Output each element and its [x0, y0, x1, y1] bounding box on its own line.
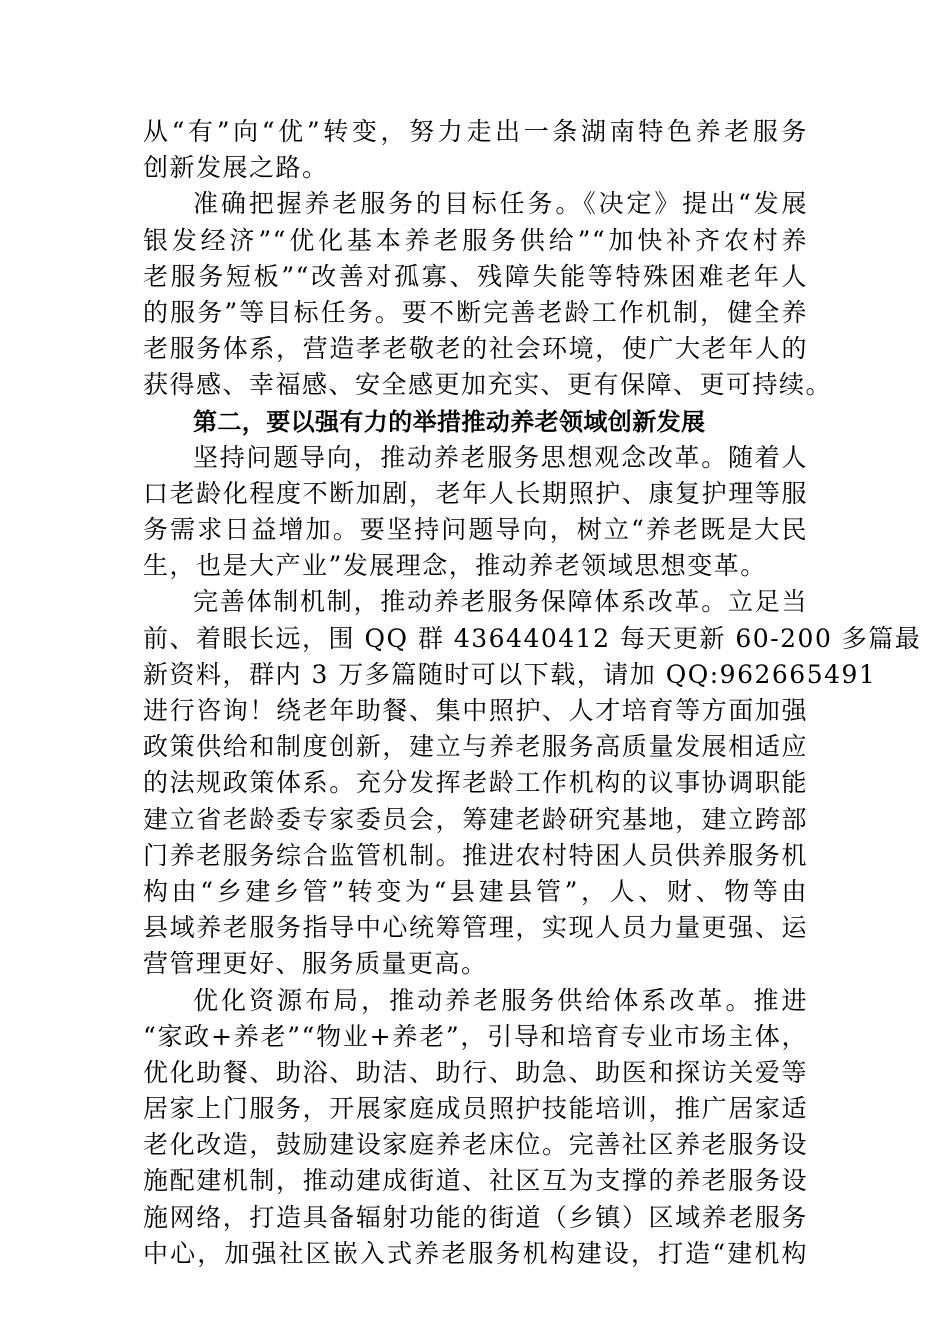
paragraph-line: 的服务”等目标任务。要不断完善老龄工作机制，健全养	[143, 297, 808, 327]
paragraph-line: 完善体制机制，推动养老服务保障体系改革。立足当	[193, 587, 808, 617]
paragraph-line: “家政+养老”“物业+养老”，引导和培育专业市场主体，	[143, 1021, 808, 1051]
paragraph-line: 优化资源布局，推动养老服务供给体系改革。推进	[193, 985, 808, 1015]
paragraph-line: 老化改造，鼓励建设家庭养老床位。完善社区养老服务设	[143, 1130, 808, 1160]
paragraph-line: 前、着眼长远，围 QQ 群 436440412 每天更新 60-200 多篇最	[143, 623, 922, 653]
paragraph-line: 政策供给和制度创新，建立与养老服务高质量发展相适应	[143, 732, 808, 762]
paragraph-line: 口老龄化程度不断加剧，老年人长期照护、康复护理等服	[143, 478, 808, 508]
paragraph-line: 务需求日益增加。要坚持问题导向，树立“养老既是大民	[143, 515, 808, 545]
paragraph-line: 营管理更好、服务质量更高。	[143, 949, 488, 979]
paragraph-line: 获得感、幸福感、安全感更加充实、更有保障、更可持续。	[143, 370, 833, 400]
paragraph-line: 坚持问题导向，推动养老服务思想观念改革。随着人	[193, 442, 808, 472]
paragraph-line: 进行咨询！绕老年助餐、集中照护、人才培育等方面加强	[143, 696, 808, 725]
document-body	[143, 114, 922, 1272]
paragraph-line: 居家上门服务，开展家庭成员照护技能培训，推广居家适	[143, 1094, 808, 1124]
paragraph-line: 施配建机制，推动建成街道、社区互为支撑的养老服务设	[143, 1166, 808, 1196]
paragraph-line: 门养老服务综合监管机制。推进农村特困人员供养服务机	[143, 840, 808, 870]
paragraph-line: 老服务短板”“改善对孤寡、残障失能等特殊困难老年人	[143, 261, 808, 291]
paragraph-line: 生，也是大产业”发展理念，推动养老领域思想变革。	[143, 551, 767, 581]
section-heading: 第二，要以强有力的举措推动养老领域创新发展	[193, 407, 706, 436]
paragraph-line: 银发经济”“优化基本养老服务供给”“加快补齐农村养	[143, 225, 808, 255]
paragraph-line: 建立省老龄委专家委员会，筹建老龄研究基地，建立跨部	[143, 804, 808, 834]
paragraph-line: 构由“乡建乡管”转变为“县建县管”，人、财、物等由	[143, 876, 808, 906]
paragraph-line: 的法规政策体系。充分发挥老龄工作机构的议事协调职能	[143, 768, 808, 798]
paragraph-line: 从“有”向“优”转变，努力走出一条湖南特色养老服务	[143, 117, 808, 146]
paragraph-line: 施网络，打造具备辐射功能的街道（乡镇）区域养老服务	[143, 1202, 808, 1232]
paragraph-line: 新资料，群内 3 万多篇随时可以下载，请加 QQ:962665491	[143, 659, 877, 689]
paragraph-line: 创新发展之路。	[143, 153, 329, 183]
paragraph-line: 县域养老服务指导中心统筹管理，实现人员力量更强、运	[143, 913, 808, 943]
paragraph-line: 优化助餐、助浴、助洁、助行、助急、助医和探访关爱等	[143, 1057, 808, 1087]
paragraph-line: 中心，加强社区嵌入式养老服务机构建设，打造“建机构	[143, 1238, 808, 1268]
paragraph-line: 老服务体系，营造孝老敬老的社会环境，使广大老年人的	[143, 334, 808, 364]
paragraph-line: 准确把握养老服务的目标任务。《决定》提出“发展	[193, 189, 808, 219]
